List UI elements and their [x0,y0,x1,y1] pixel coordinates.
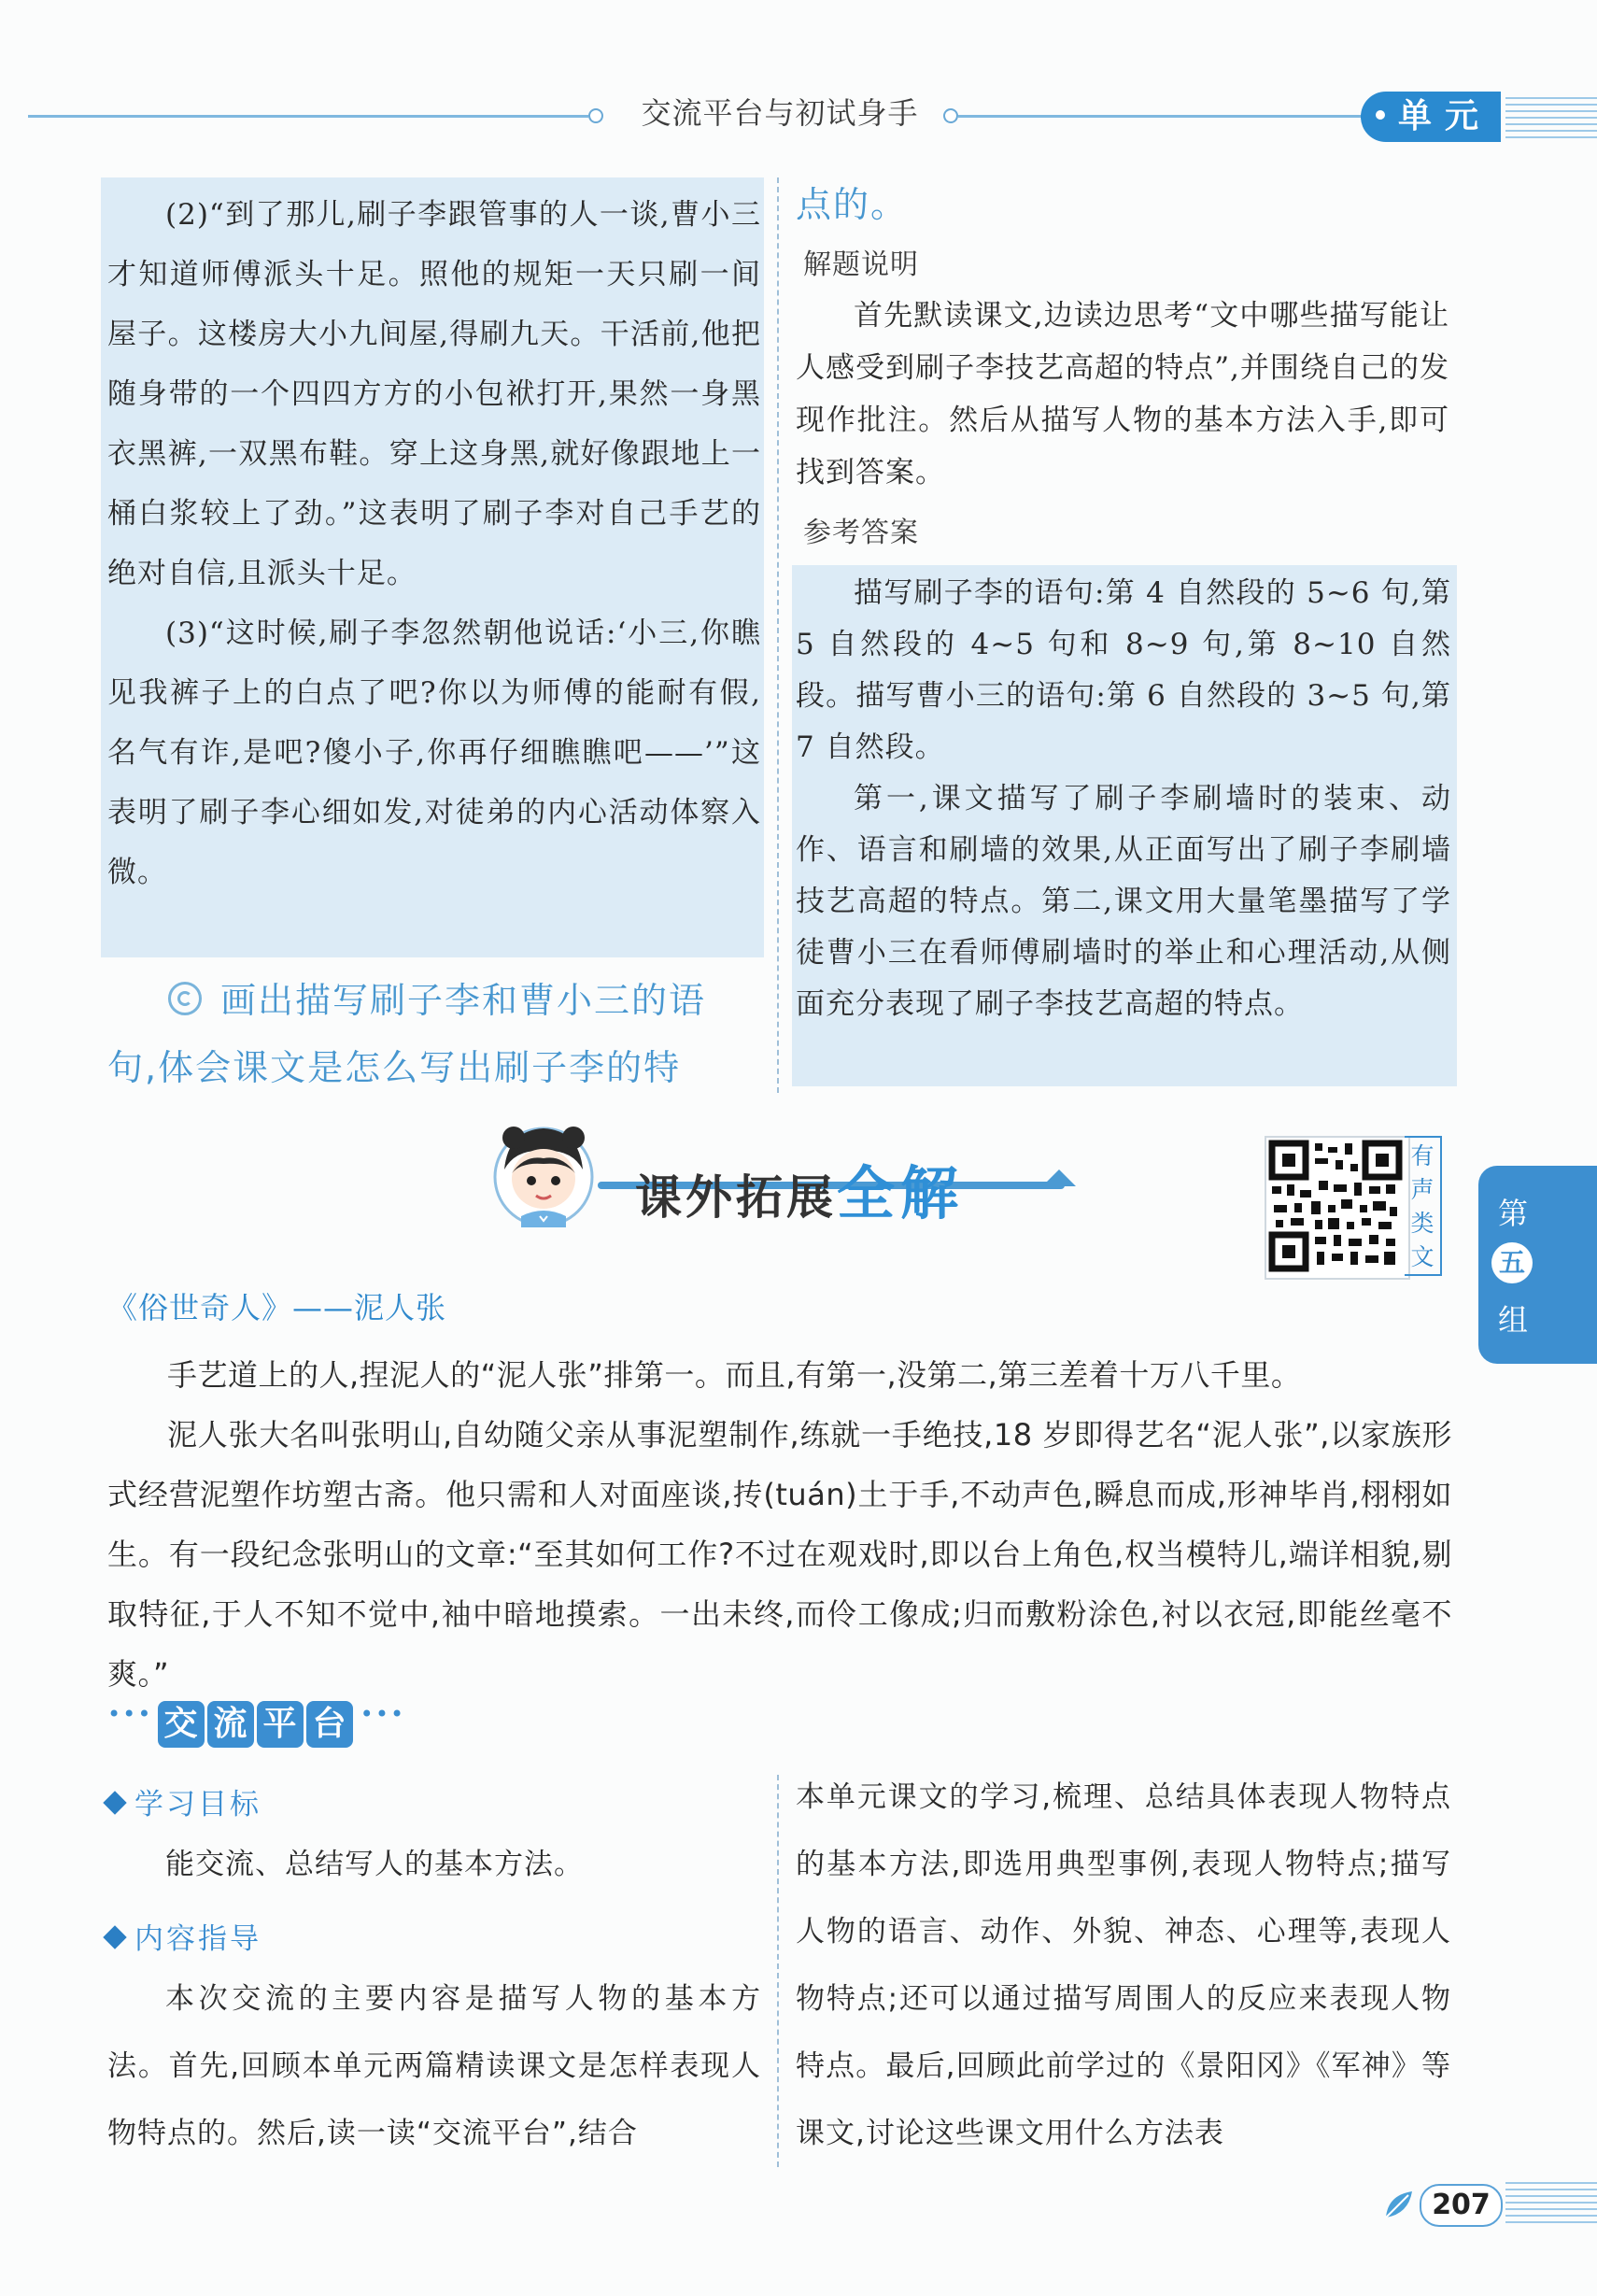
jiaoliu-char: 平 [257,1701,304,1748]
diamond-icon [103,1791,126,1814]
leaf-icon [1380,2186,1418,2223]
jiaoliu-dots-left: ••• [107,1701,153,1727]
girl-mascot-icon [488,1112,600,1233]
answer-text [796,568,1451,1030]
side-tab-bottom: 组 [1497,1302,1528,1338]
jiaoliu-title [107,1701,405,1757]
answer-paragraph-2: 第一,课文描写了刷子李刷墙时的装束、动作、语言和刷墙的效果,从正面写出了刷子李刷墙技艺高超的特点。第二,课文用大量笔墨描写了学徒曹小三在看师傅刷墙时的举止和心理活动,从侧面充分表现了刷子李技艺高超的特点。 [796,782,1451,1021]
jiaoliu-char: 交 [158,1701,205,1748]
goal-text: 能交流、总结写人的基本方法。 [165,1848,584,1881]
pencil-icon [168,982,202,1015]
excerpt-paragraph-3: (3)“这时候,刷子李忽然朝他说话:‘小三,你瞧见我裤子上的白点了吧?你以为师傅的能耐有假,名气有诈,是吧?傻小子,你再仔细瞧瞧吧——’”这表明了刷子李心细如发,对徒弟的内心活动体察入微。 [107,617,761,889]
excerpt-text [107,185,761,902]
header-stripes [1505,97,1597,140]
qr-label [1405,1136,1442,1276]
page-number: 207 [1420,2184,1503,2227]
header-rule-dot-right [943,108,958,123]
banner-title-big: 全解 [837,1159,965,1227]
qr-label-char: 有 [1410,1142,1434,1169]
qr-label-char: 声 [1410,1176,1434,1203]
header-rule-dot-left [588,108,603,123]
extension-paragraph-1: 手艺道上的人,捏泥人的“泥人张”排第一。而且,有第一,没第二,第三差着十万八千里。 [167,1357,1302,1393]
qr-code-icon [1266,1138,1405,1274]
group-side-tab[interactable] [1478,1166,1597,1364]
qr-code[interactable] [1265,1136,1410,1280]
banner-triangle [1042,1169,1076,1186]
jiaoliu-right-text: 本单元课文的学习,梳理、总结具体表现人物特点的基本方法,即选用典型事例,表现人物特点;描写人物的语言、动作、外貌、神态、心理等,表现人物特点;还可以通过描写周围人的反应来表现人物特点。最后,回顾此前学过的《景阳冈》《军神》等课文,讨论这些课文用什么方法表 [796,1780,1451,2150]
header-title: 交流平台与初试身手 [641,95,919,131]
banner-title [635,1147,964,1230]
guide-label: 内容指导 [103,1915,261,1957]
extension-body [107,1345,1452,1704]
bottom-column-divider [777,1775,779,2167]
diamond-icon [103,1925,126,1949]
qr-label-char: 文 [1410,1243,1434,1270]
question-line-3: 点的。 [796,184,909,225]
extension-title: 《俗世奇人》——泥人张 [107,1290,447,1325]
side-tab-number: 五 [1491,1242,1533,1283]
side-tab-top: 第 [1497,1196,1528,1231]
jiaoliu-dots-right: ••• [360,1701,406,1727]
jiaoliu-char: 流 [207,1701,254,1748]
answer-paragraph-1: 描写刷子李的语句:第 4 自然段的 5~6 句,第 5 自然段的 4~5 句和 8~9 句,第 8~10 自然段。描写曹小三的语句:第 6 自然段的 3~5 句,第 7 自然段。 [796,576,1451,764]
unit-tab: 单元 [1361,92,1501,142]
header-rule-left [28,115,588,118]
header-rule-right [958,115,1369,118]
guide-text: 本次交流的主要内容是描写人物的基本方法。首先,回顾本单元两篇精读课文是怎样表现人物特点的。然后,读一读“交流平台”,结合 [107,1982,761,2150]
unit-tab-dot [1376,110,1385,120]
goal-label: 学习目标 [103,1780,261,1822]
column-divider [777,177,779,1093]
excerpt-paragraph-2: (2)“到了那儿,刷子李跟管事的人一谈,曹小三才知道师傅派头十足。照他的规矩一天只刷一间屋子。这楼房大小九间屋,得刷九天。干活前,他把随身带的一个四四方方的小包袱打开,果然一身黑衣黑裤,一双黑布鞋。穿上这身黑,就好像跟地上一桶白浆较上了劲。”这表明了刷子李对自己手艺的绝对自信,且派头十足。 [107,198,761,590]
jiaoliu-char: 台 [306,1701,353,1748]
explain-label: 解题说明 [803,248,919,281]
question-line-2: 句,体会课文是怎么写出刷子李的特 [107,1047,682,1088]
question-line-1: 画出描写刷子李和曹小三的语 [220,980,707,1021]
explain-text: 首先默读课文,边读边思考“文中哪些描写能让人感受到刷子李技艺高超的特点”,并围绕自己的发现作批注。然后从描写人物的基本方法入手,即可找到答案。 [796,299,1449,489]
answer-label: 参考答案 [803,517,919,549]
banner-title-small: 课外拓展 [635,1170,837,1225]
qr-label-char: 类 [1410,1210,1434,1237]
footer-stripes [1505,2182,1597,2225]
extension-paragraph-2: 泥人张大名叫张明山,自幼随父亲从事泥塑制作,练就一手绝技,18 岁即得艺名“泥人张”,以家族形式经营泥塑作坊塑古斋。他只需和人对面座谈,抟(tuán)土于手,不动声色,瞬息而成,形神毕肖,栩栩如生。有一段纪念张明山的文章:“至其如何工作?不过在观戏时,即以台上角色,权当模特儿,端详相貌,剔取特征,于人不知不觉中,袖中暗地摸索。一出未终,而伶工像成;归而敷粉涂色,衬以衣冠,即能丝毫不爽。” [107,1417,1452,1692]
